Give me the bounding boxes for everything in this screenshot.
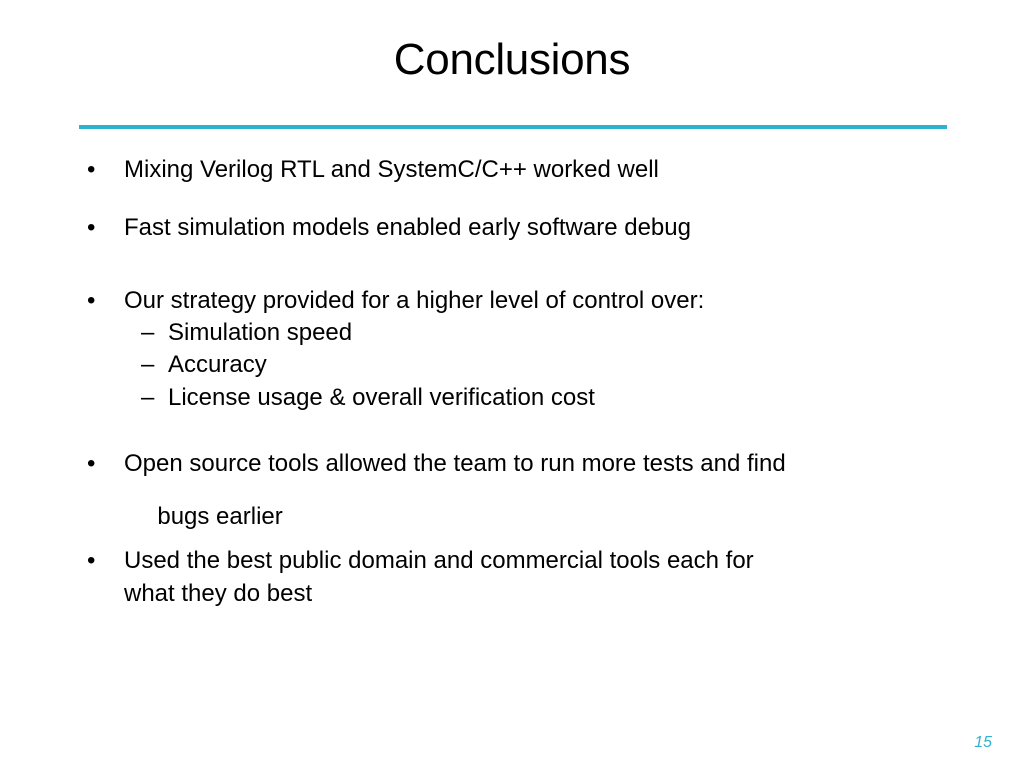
bullet-marker: • (87, 156, 96, 183)
bullet-item (87, 450, 786, 477)
sub-item-marker: – (141, 384, 155, 411)
bullet-item (87, 547, 754, 574)
sub-item (141, 384, 595, 411)
bullet-text: Our strategy provided for a higher level of control over: (124, 287, 705, 314)
bullet-text-line1: Used the best public domain and commercial tools each for (124, 547, 754, 574)
bullet-continuation (124, 478, 283, 556)
sub-item-marker: – (141, 319, 155, 346)
page-number: 15 (974, 734, 992, 751)
bullet-item (87, 156, 659, 183)
bullet-marker: • (87, 450, 96, 477)
bullet-item (87, 287, 705, 314)
slide-title: Conclusions (393, 35, 631, 84)
bullet-marker: • (87, 547, 96, 574)
bullet-text-line2: what they do best (124, 580, 313, 607)
bullet-text: Fast simulation models enabled early software debug (124, 214, 691, 241)
sub-item-text: Accuracy (168, 351, 267, 378)
bullet-text-line1: Open source tools allowed the team to run more tests and find (124, 450, 786, 477)
bullet-item (87, 214, 691, 241)
bullet-marker: • (87, 287, 96, 314)
title-divider (79, 125, 947, 129)
bullet-marker: • (87, 214, 96, 241)
bullet-continuation (124, 581, 312, 607)
sub-item (141, 351, 267, 378)
sub-item-text: Simulation speed (168, 319, 353, 346)
sub-item-marker: – (141, 351, 155, 378)
bullet-text-line2: bugs earlier (150, 503, 283, 530)
bullet-text: Mixing Verilog RTL and SystemC/C++ worked well (124, 156, 659, 183)
sub-item-text: License usage & overall verification cost (168, 384, 595, 411)
sub-item (141, 319, 353, 346)
